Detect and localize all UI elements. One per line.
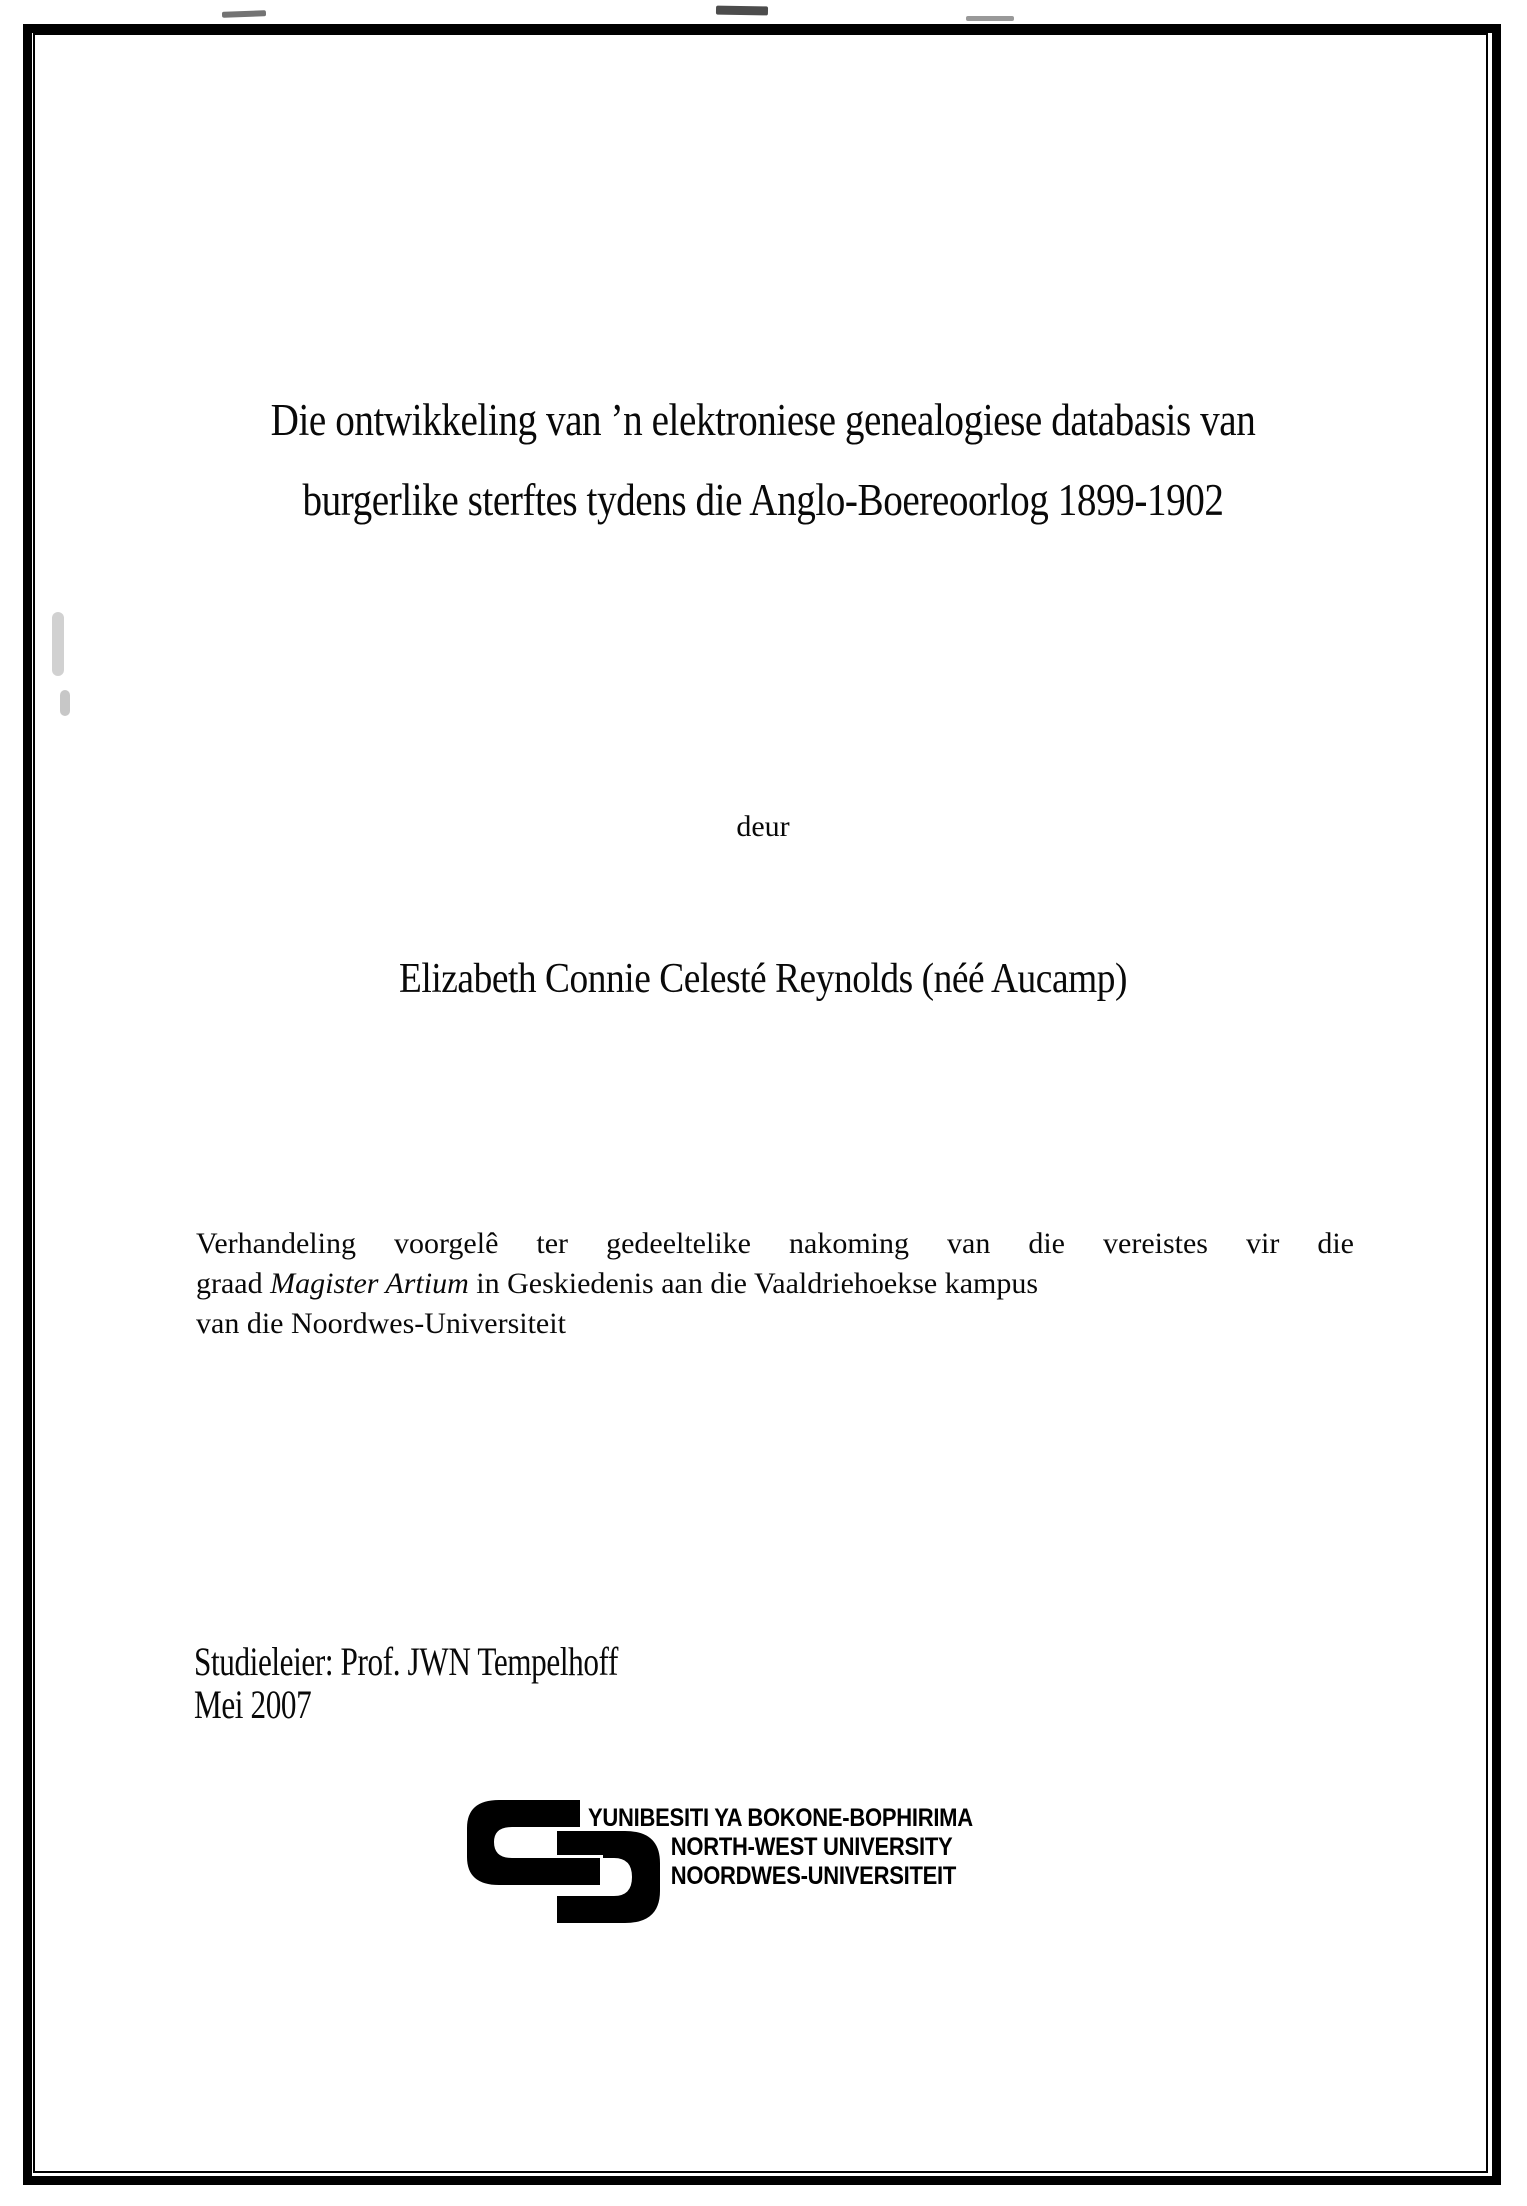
degree-statement-line-2-pre: graad bbox=[196, 1267, 271, 1300]
degree-statement-line-1: Verhandeling voorgelê ter gedeeltelike nakoming van die vereistes vir die bbox=[196, 1227, 1354, 1260]
degree-statement bbox=[196, 1224, 1354, 1344]
scan-speck bbox=[222, 10, 266, 18]
supervisor-and-date bbox=[194, 1640, 618, 1726]
nwu-logo-line-afrikaans: NOORDWES-UNIVERSITEIT bbox=[670, 1862, 957, 1890]
supervisor-line: Studieleier: Prof. JWN Tempelhoff bbox=[194, 1639, 618, 1684]
scan-speck bbox=[966, 16, 1014, 21]
date-line: Mei 2007 bbox=[194, 1682, 312, 1727]
author-name: Elizabeth Connie Celesté Reynolds (néé Aucamp) bbox=[399, 956, 1127, 1002]
scan-speck bbox=[716, 6, 768, 16]
nwu-logo-text bbox=[588, 1804, 973, 1891]
degree-statement-line-2 bbox=[196, 1264, 1354, 1304]
thesis-title-line-1: Die ontwikkeling van ’n elektroniese genealogiese databasis van bbox=[270, 395, 1256, 445]
nwu-logo-line-english: NORTH-WEST UNIVERSITY bbox=[670, 1833, 953, 1861]
nwu-logo bbox=[467, 1798, 1107, 1958]
thesis-title-line-2: burgerlike sterftes tydens die Anglo-Boereoorlog 1899-1902 bbox=[302, 475, 1224, 525]
degree-statement-line-3: van die Noordwes-Universiteit bbox=[196, 1307, 566, 1340]
scan-speck bbox=[60, 690, 70, 716]
degree-name-italic: Magister Artium bbox=[270, 1267, 469, 1300]
byline-label: deur bbox=[736, 810, 790, 843]
scan-speck bbox=[52, 612, 64, 676]
nwu-logo-line-setswana: YUNIBESITI YA BOKONE-BOPHIRIMA bbox=[588, 1804, 973, 1832]
degree-statement-line-2-post: in Geskiedenis aan die Vaaldriehoekse kampus bbox=[468, 1267, 1039, 1300]
